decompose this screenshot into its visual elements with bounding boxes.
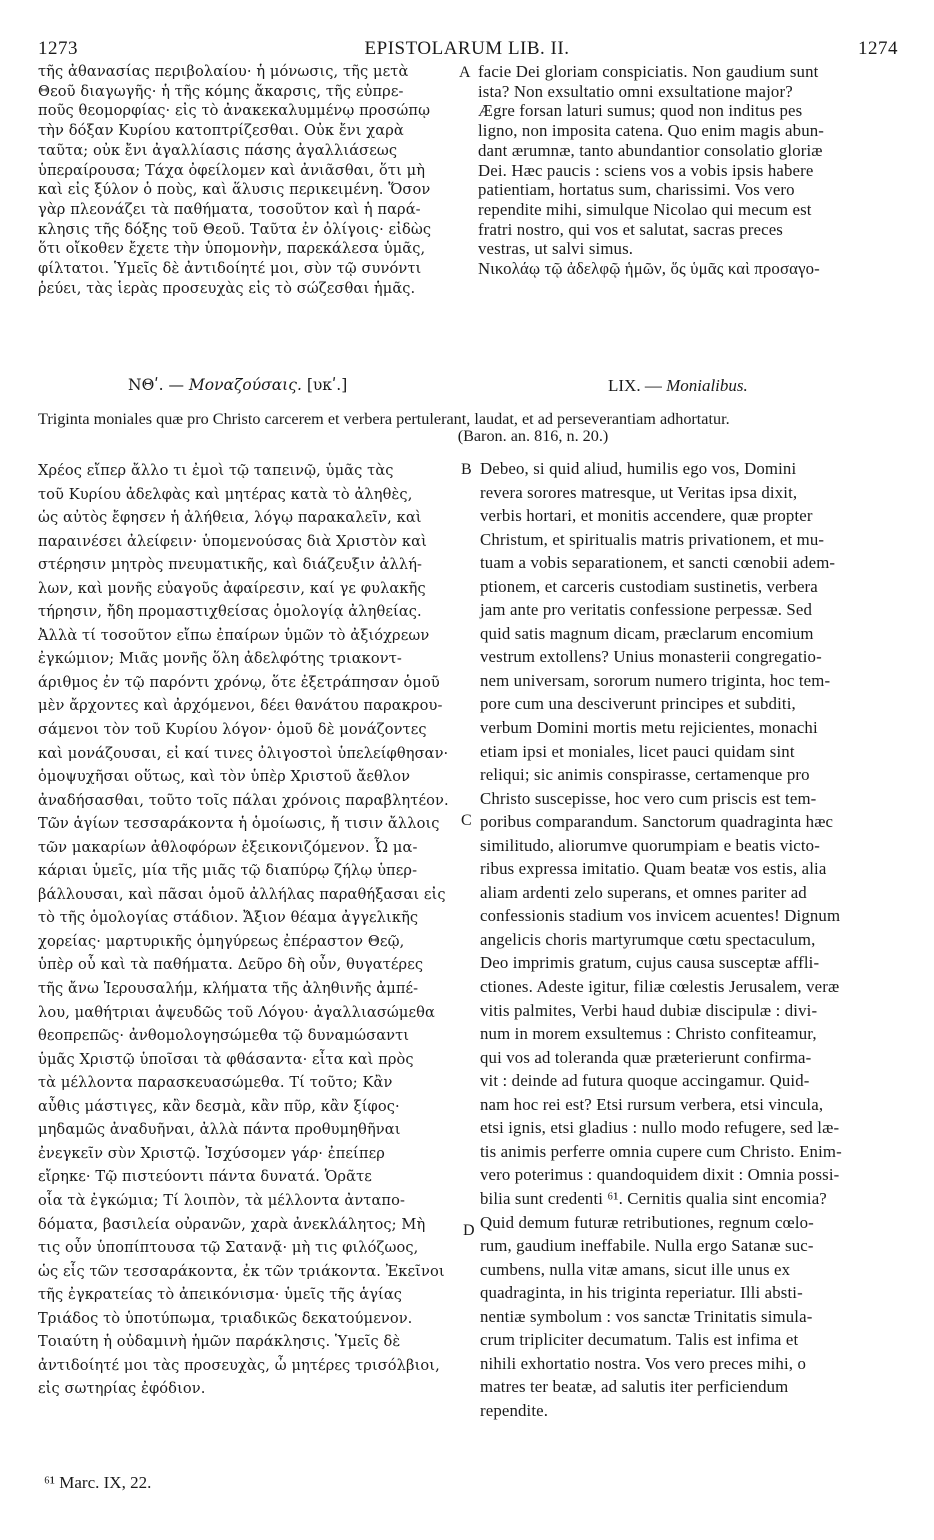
text-line: ista? Non exsultatio omni exsultatione major? [478, 81, 793, 101]
text-line: cumbens, nulla vitæ amans, sicut ille unus ex [480, 1259, 791, 1279]
text-line: jam ante pro veritatis confessione perpessæ. Sed [480, 600, 813, 620]
text-line: εἰς σωτηρίας ἐφόδιον. [38, 1380, 206, 1398]
text-line: verbis hortari, et monitis accendere, quæ propter [480, 506, 813, 526]
text-line: Deo imprimis gratum, cujus causa susceptæ affli- [480, 953, 820, 973]
text-line: εἴρηκε· Τῷ πιστεύοντι πάντα δυνατά. Ὁρᾶτε [38, 1168, 372, 1186]
text-line: nihili exhortatio nostra. Vos vero preces mihi, o [480, 1353, 806, 1373]
text-line: ribus expressa imitatio. Quam beatæ vos estis, alia [480, 859, 827, 879]
summary-text: Triginta moniales quæ pro Christo carcerem et verbera pertulerant, laudat, et ad perseverantiam adhortatur. [38, 410, 730, 428]
latin-column-body [480, 457, 900, 1422]
text-line: φίλτατοι. Ὑμεῖς δὲ ἀντιδοίητέ μοι, σὺν τῷ συνόντι [38, 260, 422, 278]
text-line: κλησις τῆς δόξης τοῦ Θεοῦ. Ταῦτα ἐν ὀλίγοις· εἰδὼς [38, 220, 432, 238]
text-line: Τοιαύτη ἡ οὐδαμινὴ ἡμῶν παράκλησις. Ὑμεῖς δὲ [38, 1333, 401, 1351]
text-line: nam hoc rei est? Etsi rursum verbera, etsi vincula, [480, 1094, 824, 1114]
text-line: Ἀλλὰ τί τοσοῦτον εἴπω ἐπαίρων ὑμῶν τὸ ἀξιόχρεων [38, 626, 430, 644]
text-line: tis animis perferre omnia cupere cum Christo. Enim- [480, 1141, 842, 1161]
text-line: μηδαμῶς ἀναδυῆναι, ἀλλὰ πάντα προθυμηθῆναι [38, 1121, 401, 1139]
text-line: bilia sunt credenti ⁶¹. Cernitis qualia sint encomia? [480, 1188, 827, 1208]
text-line: δόματα, βασιλεία οὐρανῶν, χαρὰ ἀνεκλάλητος; Μὴ [38, 1215, 426, 1233]
greek-column-top [38, 62, 454, 298]
text-line: crum tripliciter decumatum. Talis est infima et [480, 1330, 799, 1350]
text-line: ὡς αὐτὸς ἔφησεν ἡ ἀλήθεια, λόγῳ παρακαλεῖν, καὶ [38, 509, 422, 527]
margin-marker-a: A [459, 64, 471, 81]
text-line: ἀναδήσασθαι, τοῦτο τοῖς πάλαι χρόνοις παραβλητέον. [38, 791, 449, 809]
text-line: ποῦς θεομορφίας· εἰς τὸ ἀνακεκαλυμμένῳ προσώπῳ [38, 102, 431, 120]
text-line: τοῦ Κυρίου ἀδελφὰς καὶ μητέρας κατὰ τὸ ἀληθὲς, [38, 485, 413, 503]
text-line: ἐνεγκεῖν σὺν Χριστῷ. Ἰσχύσομεν γάρ· ἐπείπερ [38, 1144, 385, 1162]
text-line: vero poterimus : quandoquidem dixit : Omnia possi- [480, 1165, 840, 1185]
text-line: τῆς ἄνω Ἱερουσαλήμ, κλήματα τῆς ἀληθινῆς ἀμπέ- [38, 980, 419, 998]
text-line: σάμενοι τὸν τοῦ Κυρίου λόγον· ὁμοῦ δὲ μονάζοντες [38, 721, 427, 739]
text-line: quadraginta, in his triginta reperiatur. Illi absti- [480, 1283, 803, 1303]
text-line: Τριάδος τὸ ὑποτύπωμα, τριαδικῶς δεκατούμενον. [38, 1309, 413, 1327]
text-line: Χρέος εἴπερ ἄλλο τι ἐμοὶ τῷ ταπεινῷ, ὑμᾶς τὰς [38, 462, 394, 479]
text-line: τις οὖν ὑποπίπτουσα τῷ Σατανᾷ· μὴ τις φιλόζωος, [38, 1239, 419, 1257]
text-line: etiam ipsi et moniales, licet pauci quidam sint [480, 741, 795, 761]
text-line: pore cum una desciverunt principes et subditi, [480, 694, 796, 714]
text-line: Θεοῦ διαγωγῆς· ἡ τῆς κόμης ἄκαρσις, τῆς εὐπρε- [38, 82, 404, 100]
text-line: poribus comparandum. Sanctorum quadraginta hæc [480, 812, 834, 832]
text-line: ῥεύει, τὰς ἱερὰς προσευχὰς εἰς τὸ σώζεσθαι ἡμᾶς. [38, 279, 416, 297]
text-line: τῶν μακαρίων ἀθλοφόρων ἐξεικονιζόμενον. Ὦ μα- [38, 838, 418, 856]
text-line: confessionis stadium vos invicem acuentes! Dignum [480, 906, 841, 926]
text-line: Ægre forsan laturi sumus; quod non inditus pes [478, 101, 803, 121]
text-line: ὅτι οἴκοθεν ἔχετε τὴν ὑπομονὴν, παρεκάλεσα ὑμᾶς, [38, 240, 426, 258]
text-line: num in morem exsultemus : Christo confiteamur, [480, 1024, 817, 1044]
text-line: revera sorores matresque, ut Veritas ipsa dixit, [480, 482, 798, 502]
text-line: vit : deinde ad futura quoque accingamur. Quid- [480, 1071, 810, 1091]
text-line: facie Dei gloriam conspiciatis. Non gaudium sunt [478, 62, 819, 81]
text-line: μὲν ἄρχοντες καὶ ἀρχόμενοι, δέει θανάτου παρακρου- [38, 697, 443, 715]
text-line: Dei. Hæc paucis : sciens vos a vobis ipsis habere [478, 160, 814, 180]
text-line: nentiæ symbolum : vos sanctæ Trinitatis simula- [480, 1306, 813, 1326]
margin-marker-c: C [461, 812, 472, 829]
text-line: καὶ εἰς ξύλον ὁ ποὺς, καὶ ἅλυσις περικειμένη. Ὅσον [38, 181, 431, 199]
greek-letter-number: ΝΘʹ. — [128, 376, 184, 394]
text-line: ὡς εἷς τῶν τεσσαράκοντα, ἐκ τῶν τριάκοντα. Ἐκεῖνοι [38, 1262, 445, 1280]
text-line: ταῦτα; οὐκ ἔνι ἀγαλλίασις πάσης ἀγαλλιάσεως [38, 141, 398, 159]
text-line: fratri nostro, qui vos et salutat, sacras preces [478, 219, 783, 239]
text-line: quid satis magnum dicam, præclarum encomium [480, 623, 814, 643]
text-line: nem universam, sororum numero triginta, hoc tem- [480, 670, 831, 690]
text-line: άριθμος ἐν τῷ παρόντι χρόνῳ, ὅτε ἐξετράπησαν ὁμοῦ [38, 673, 440, 691]
text-line: τῆς ἐγκρατείας τὸ ἀπεικόνισμα· ὑμεῖς τῆς ἁγίας [38, 1286, 403, 1304]
text-line: rependite. [480, 1400, 549, 1420]
text-line: θεοπρεπῶς· ἀνθομολογησώμεθα τῷ δυναμώσαντι [38, 1027, 410, 1045]
text-line: κάριαι ὑμεῖς, μία τῆς μιᾶς τῷ διαπύρῳ ζήλῳ ὑπερ- [38, 862, 418, 880]
greek-letter-ref: [υκʹ.] [306, 376, 348, 394]
margin-marker-b: B [461, 461, 472, 478]
text-line: angelicis choris martyrumque cœtu spectaculum, [480, 929, 816, 949]
text-line: καὶ μονάζουσαι, εἰ καί τινες ὀλιγοστοὶ ὑπελείφθησαν· [38, 744, 449, 762]
text-line: βάλλουσαι, καὶ πᾶσαι ὁμοῦ ἀλλήλας παραθήξασαι εἰς [38, 885, 446, 903]
text-line: τὴν δόξαν Κυρίου κατοπτρίζεσθαι. Οὐκ ἔνι χαρὰ [38, 122, 404, 140]
text-line: vestras, ut salvi simus. [478, 239, 634, 259]
text-line: vestrum extollens? Unius monasterii congregatio- [480, 647, 822, 667]
latin-column-top [478, 62, 898, 279]
text-line: matres ter beatæ, ad salutis iter perficiendum [480, 1377, 789, 1397]
text-line: τήρησιν, ἤδη προμαστιχθείσας ὁμολογίᾳ ἀληθείας. [38, 603, 422, 621]
latin-letter-heading [608, 376, 748, 396]
text-line: παραινέσει ἀλείφειν· ὑπομενούσας διὰ Χριστὸν καὶ [38, 532, 427, 550]
greek-letter-heading [128, 376, 347, 394]
text-line: ligno, non imposita catena. Quo enim magis abun- [478, 121, 825, 141]
page-number-left: 1273 [38, 38, 78, 59]
text-line: τῆς ἀθανασίας περιβολαίου· ἡ μόνωσις, τῆς μετὰ [38, 63, 409, 80]
text-line: ὑπεραίρουσα; Τάχα ὀφείλομεν καὶ ἀνιᾶσθαι, ὅτι μὴ [38, 161, 426, 179]
text-line: ὑπὲρ οὗ καὶ τὰ παθήματα. Δεῦρο δὴ οὖν, θυγατέρες [38, 956, 424, 974]
text-line: Christo suscepisse, hoc vero cum priscis est tem- [480, 788, 817, 808]
latin-letter-number: LIX. — [608, 376, 662, 395]
letter-summary [38, 411, 908, 445]
text-line: λου, μαθήτριαι ἀψευδῶς τοῦ Λόγου· ἀγαλλιασώμεθα [38, 1003, 435, 1021]
text-line: ὁμοψυχῆσαι οὕτως, καὶ τὸν ὑπὲρ Χριστοῦ ἄεθλον [38, 768, 411, 786]
text-line: Νικολάῳ τῷ ἀδελφῷ ἡμῶν, ὅς ὑμᾶς καὶ προσαγο- [478, 259, 820, 279]
running-title: EPISTOLARUM LIB. II. [364, 38, 570, 59]
text-line: rum, gaudium ineffabile. Nulla ergo Satanæ suc- [480, 1236, 814, 1256]
text-line: τὸ τῆς ὁμολογίας στάδιον. Ἄξιον θέαμα ἀγγελικῆς [38, 909, 419, 927]
text-line: dant ærumnæ, tanto abundantior consolatio gloriæ [478, 140, 823, 160]
text-line: στέρησιν μητρὸς πνευματικῆς, καὶ διάζευξιν ἀλλή- [38, 556, 423, 574]
text-line: ptionem, et carceris custodiam sustinetis, verbera [480, 576, 818, 596]
summary-source: (Baron. an. 816, n. 20.) [457, 427, 609, 445]
text-line: Τῶν ἁγίων τεσσαράκοντα ἡ ὁμοίωσις, ἤ τισιν ἄλλοις [38, 815, 440, 833]
text-line: vitis palmites, Verbi haud dubiæ discipulæ : divi- [480, 1000, 818, 1020]
text-line: Christum, et spiritualis matris privationem, et mu- [480, 529, 825, 549]
text-line: qui vos ad toleranda quæ præterierunt confirma- [480, 1047, 812, 1067]
text-line: Debeo, si quid aliud, humilis ego vos, Domini [480, 459, 797, 478]
text-line: ἐγκώμιον; Μιᾶς μονῆς ὅλη ἀδελφότης τριακοντ- [38, 650, 402, 668]
text-line: aliam ardenti zelo superans, et omnes pariter ad [480, 882, 807, 902]
margin-marker-d: D [463, 1222, 475, 1239]
text-line: tuam a vobis separationem, et sancti cœnobii adem- [480, 553, 836, 573]
text-line: Quid demum futuræ retributiones, regnum cœlo- [480, 1212, 814, 1232]
text-line: similitudo, aliorumve quorumpiam e beatis victo- [480, 835, 820, 855]
text-line: αὖθις μάστιγες, κἂν δεσμὰ, κἂν πῦρ, κἂν ξίφος· [38, 1097, 400, 1115]
latin-letter-title: Monialibus. [666, 376, 748, 395]
text-line: verbum Domini mortis metu rejicientes, monachi [480, 718, 818, 738]
text-line: patientiam, hortatus sum, charissimi. Vos vero [478, 180, 795, 200]
text-line: χορείας· μαρτυρικῆς ὁμηγύρεως ἐπέραστον Θεῷ, [38, 932, 405, 950]
text-line: τὰ μέλλοντα παρασκευασώμεθα. Τί τοῦτο; Κἂν [38, 1074, 393, 1092]
text-line: reliqui; sic animis conspirasse, certamenque pro [480, 765, 810, 785]
footnote: ⁶¹ Marc. IX, 22. [44, 1473, 152, 1492]
text-line: etsi ignis, etsi gladius : nullo modo refugere, sed læ- [480, 1118, 840, 1138]
text-line: rependite mihi, simulque Nicolao qui mecum est [478, 199, 812, 219]
text-line: ἀντιδοίητέ μοι τὰς προσευχὰς, ὦ μητέρες τρισόλβιοι, [38, 1356, 440, 1374]
text-line: ὑμᾶς Χριστῷ ὑποῖσαι τὰ φθάσαντα· εἶτα καὶ πρὸς [38, 1050, 414, 1068]
page-number-right: 1274 [858, 38, 898, 59]
greek-letter-title: Μοναζούσαις. [188, 376, 302, 394]
text-line: οἷα τὰ ἐγκώμια; Τί λοιπὸν, τὰ μέλλοντα ἀνταπο- [38, 1191, 406, 1209]
text-line: ctiones. Adeste igitur, filiæ cœlestis Jerusalem, veræ [480, 977, 840, 997]
text-line: γὰρ πλεονάζει τὰ παθήματα, τοσοῦτον καὶ ἡ παρά- [38, 200, 421, 218]
greek-column-body [38, 459, 458, 1401]
text-line: λων, καὶ μονῆς εὐαγοῦς ἀφαίρεσιν, καί γε φυλακῆς [38, 579, 426, 597]
